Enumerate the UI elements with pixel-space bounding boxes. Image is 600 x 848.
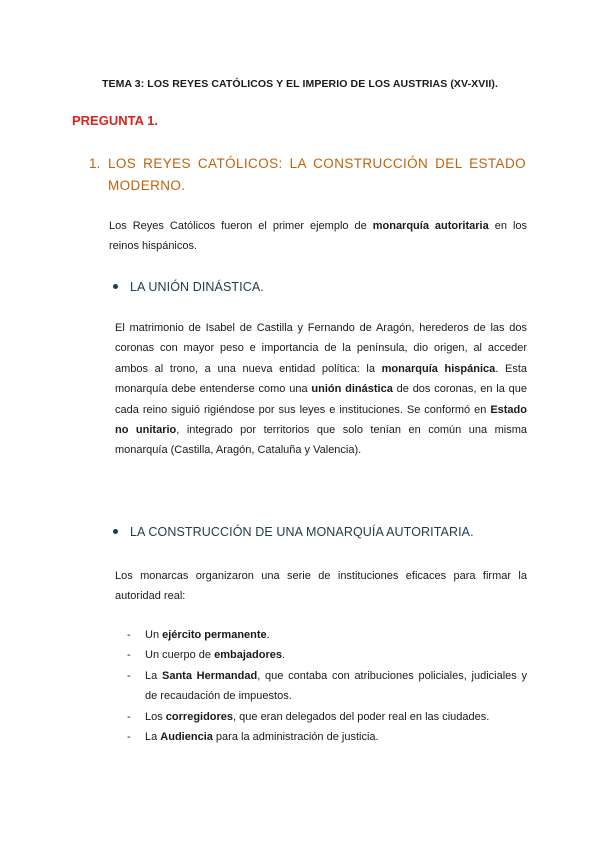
section-title: LOS REYES CATÓLICOS: LA CONSTRUCCIÓN DEL ESTADO MODERNO.	[108, 156, 526, 193]
list-item	[115, 707, 527, 727]
list-item	[115, 666, 527, 707]
item-bold: corregidores	[165, 710, 234, 723]
section-heading	[89, 153, 526, 197]
item-bold: Audiencia	[160, 731, 213, 744]
intro-paragraph	[109, 216, 527, 257]
item-text: , que contaba con atribuciones policiales, judiciales y de recaudación de impuestos.	[145, 669, 528, 703]
bullet-icon	[113, 529, 118, 534]
paragraph-bold: monarquía hispánica	[381, 362, 496, 375]
dash-marker: -	[127, 731, 131, 744]
union-paragraph	[115, 318, 527, 461]
item-text: Un	[145, 629, 163, 641]
subsection-heading-monarchy	[113, 525, 474, 539]
paragraph-text: El matrimonio de Isabel de Castilla y Fernando de Aragón, herederos de las dos coronas con mayor peso e importancia de la península, dio origen, al acceder ambos al trono, a una nueva entidad política: la	[115, 322, 527, 375]
list-item	[115, 645, 527, 665]
list-item	[115, 727, 527, 747]
question-label: PREGUNTA 1.	[72, 113, 158, 128]
paragraph-text: de dos coronas, en la que cada reino siguió rigiéndose por sus leyes e instituciones. Se conformó en	[115, 383, 527, 416]
intro-text: Los Reyes Católicos fueron el primer ejemplo de	[109, 220, 373, 232]
paragraph-bold: Estado no unitario	[115, 403, 527, 437]
item-text: .	[266, 629, 270, 641]
intro-bold: monarquía autoritaria	[372, 220, 489, 232]
subsection-heading-union	[113, 280, 264, 294]
document-title: TEMA 3: LOS REYES CATÓLICOS Y EL IMPERIO DE LOS AUSTRIAS (XV-XVII).	[101, 78, 499, 90]
bullet-icon	[113, 284, 118, 289]
item-text: Los	[145, 710, 166, 723]
item-bold: Santa Hermandad	[161, 669, 258, 682]
section-number: 1.	[89, 156, 101, 171]
intro-text: en los reinos hispánicos.	[109, 220, 528, 253]
dash-marker: -	[127, 710, 131, 723]
item-text: La	[145, 731, 161, 744]
item-bold: ejército permanente	[162, 629, 267, 641]
item-text: , que eran delegados del poder real en las ciudades.	[233, 710, 490, 723]
item-text: .	[281, 649, 286, 662]
paragraph-text: , integrado por territorios que solo tenían en común una misma monarquía (Castilla, Aragón, Cataluña y Valencia).	[115, 424, 527, 457]
institutions-list	[115, 625, 527, 747]
item-text: Un cuerpo de	[145, 649, 215, 662]
subsection-title: LA CONSTRUCCIÓN DE UNA MONARQUÍA AUTORITARIA.	[130, 525, 474, 539]
dash-marker: -	[127, 669, 131, 682]
dash-marker: -	[127, 629, 131, 641]
dash-marker: -	[127, 649, 131, 662]
item-text: La	[145, 669, 162, 682]
subsection-title: LA UNIÓN DINÁSTICA.	[130, 280, 264, 294]
paragraph-bold: unión dinástica	[311, 383, 393, 396]
item-bold: embajadores	[214, 649, 282, 662]
paragraph-text: . Esta monarquía debe entenderse como una	[115, 362, 528, 396]
list-item	[115, 625, 527, 645]
monarchy-intro-paragraph: Los monarcas organizaron una serie de instituciones eficaces para firmar la autoridad real:	[115, 570, 527, 603]
item-text: para la administración de justicia.	[212, 731, 379, 744]
